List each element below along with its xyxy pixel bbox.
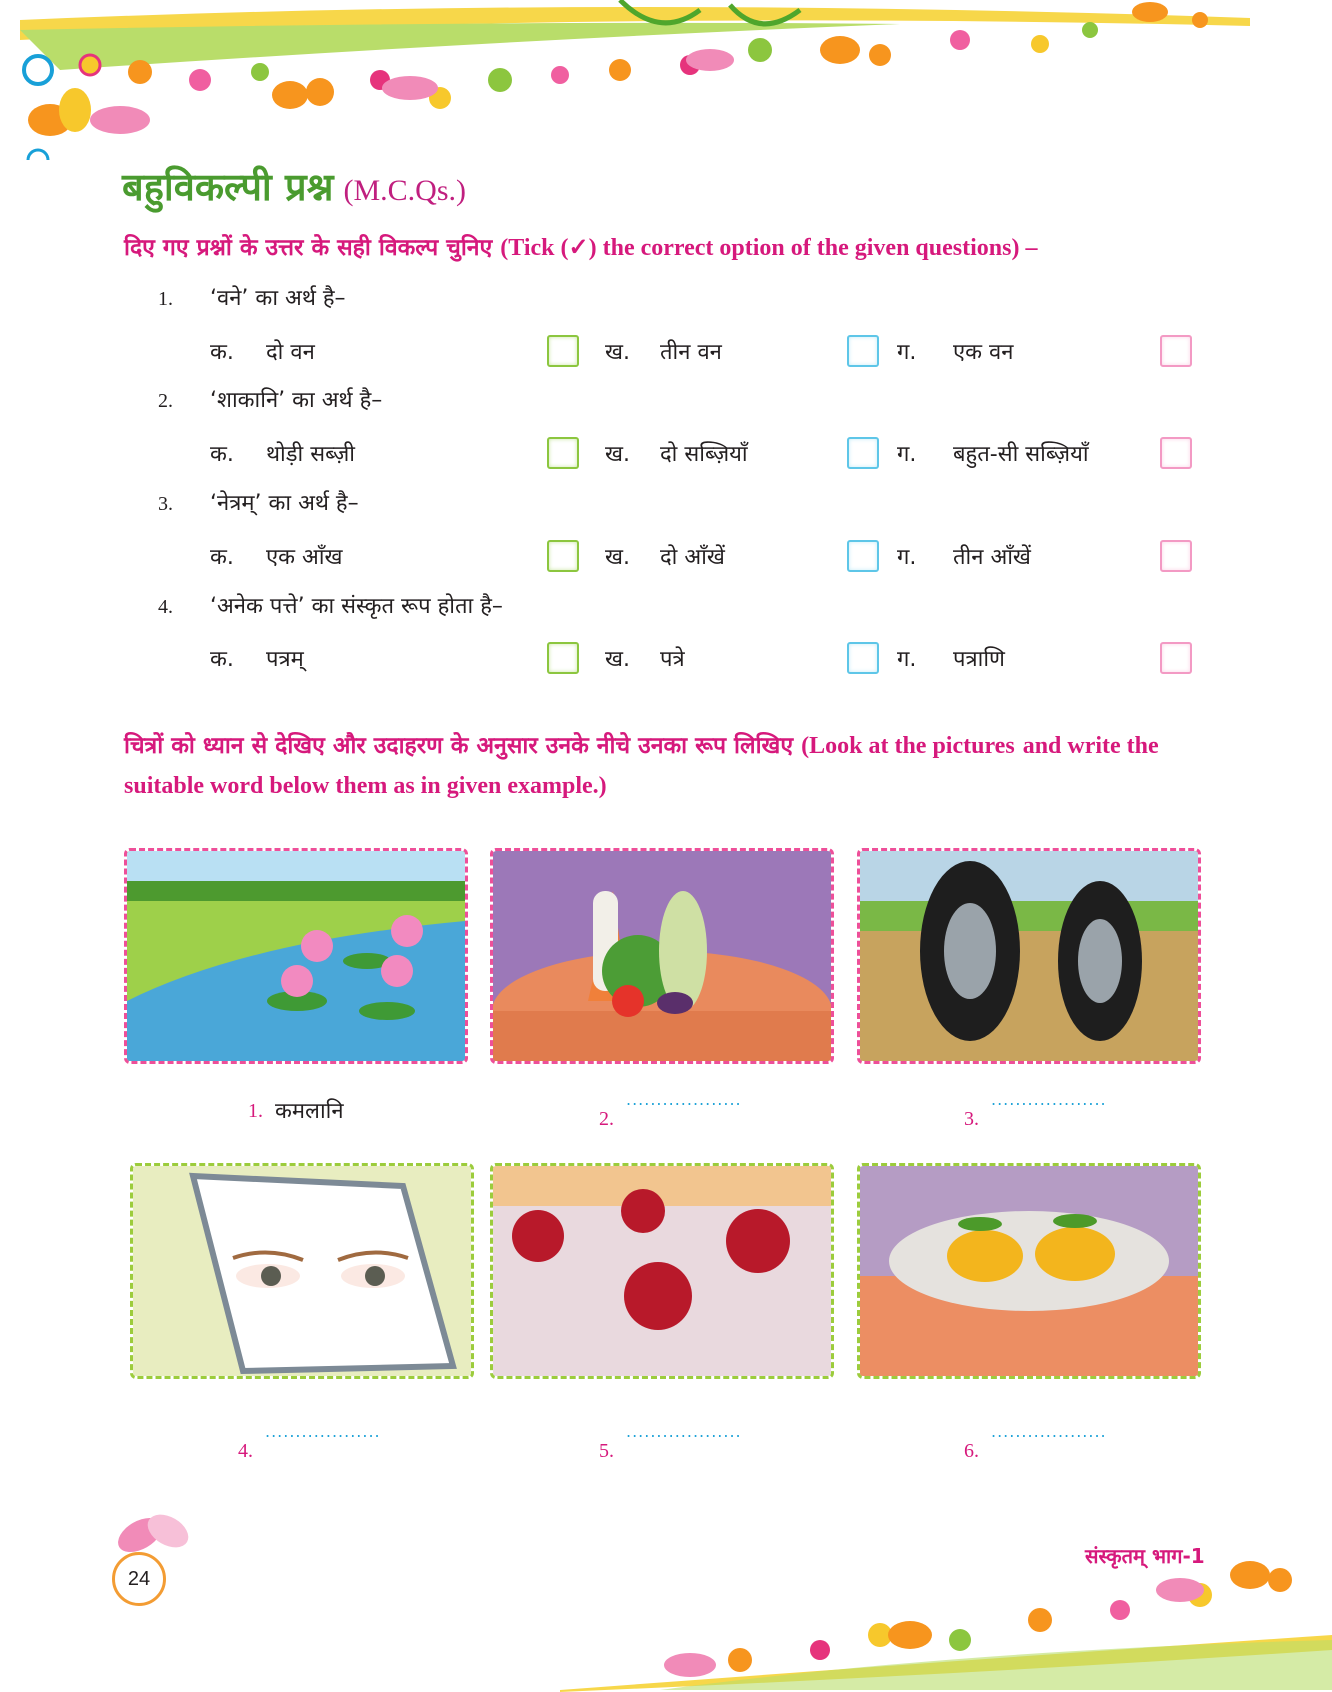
option-checkbox[interactable] (847, 642, 879, 674)
option-letter: ग. (897, 442, 917, 467)
question-text: ‘अनेक पत्ते’ का संस्कृत रूप होता है– (210, 594, 503, 619)
option-text: तीन आँखें (953, 545, 1031, 570)
question-text: ‘नेत्रम्’ का अर्थ है– (210, 491, 359, 516)
option-letter: क. (210, 340, 234, 365)
answer-blank[interactable]: ................... (991, 1090, 1107, 1109)
option-letter: ख. (605, 647, 630, 672)
answer-blank[interactable]: ................... (265, 1422, 381, 1441)
option-letter: ग. (897, 545, 917, 570)
answer-blank[interactable]: ................... (626, 1422, 742, 1441)
question-number: 1. (158, 288, 173, 310)
two-mangoes-image (857, 1163, 1201, 1379)
answer-blank[interactable]: ................... (991, 1422, 1107, 1441)
option-letter: ग. (897, 647, 917, 672)
picture-instruction-english-1: (Look at the pictures (801, 733, 1015, 759)
vegetables-image (490, 848, 834, 1064)
picture-number: 1. (248, 1100, 263, 1122)
option-letter: ख. (605, 340, 630, 365)
option-checkbox[interactable] (1160, 335, 1192, 367)
option-checkbox[interactable] (1160, 642, 1192, 674)
option-checkbox[interactable] (847, 335, 879, 367)
page-number: 24 (112, 1552, 166, 1606)
option-checkbox[interactable] (1160, 540, 1192, 572)
option-checkbox[interactable] (547, 335, 579, 367)
option-checkbox[interactable] (1160, 437, 1192, 469)
answer-blank[interactable]: ................... (626, 1090, 742, 1109)
book-title: संस्कृतम् भाग-1 (1085, 1544, 1205, 1568)
mcq-instruction-hindi: दिए गए प्रश्नों के उत्तर के सही विकल्प चुनिए (124, 235, 493, 261)
question-number: 4. (158, 596, 173, 618)
option-text: दो आँखें (660, 545, 725, 570)
mcq-instruction (124, 228, 1224, 268)
option-letter: क. (210, 647, 234, 672)
option-text: पत्राणि (953, 647, 1005, 672)
picture-number: 5. (599, 1440, 614, 1462)
picture-instruction (124, 726, 1214, 806)
option-text: एक आँख (266, 545, 343, 570)
footer-decoration (560, 1540, 1332, 1692)
picture-number: 6. (964, 1440, 979, 1462)
picture-number: 3. (964, 1108, 979, 1130)
option-checkbox[interactable] (547, 540, 579, 572)
two-eyes-image (130, 1163, 474, 1379)
option-checkbox[interactable] (547, 642, 579, 674)
option-text: बहुत-सी सब्ज़ियाँ (953, 442, 1089, 467)
section-title (122, 160, 466, 212)
option-text: एक वन (953, 340, 1014, 365)
section-title-hindi: बहुविकल्पी प्रश्न (122, 165, 334, 209)
option-letter: ख. (605, 545, 630, 570)
option-checkbox[interactable] (847, 437, 879, 469)
question-text: ‘शाकानि’ का अर्थ है– (210, 388, 383, 413)
picture-instruction-hindi: चित्रों को ध्यान से देखिए और उदाहरण के अनुसार उनके नीचे उनका रूप लिखिए (124, 733, 794, 759)
option-letter: ख. (605, 442, 630, 467)
mcq-instruction-english: (Tick (✓) the correct option of the given questions) – (500, 235, 1038, 261)
question-number: 3. (158, 493, 173, 515)
option-text: थोड़ी सब्ज़ी (266, 442, 356, 467)
picture-number: 2. (599, 1108, 614, 1130)
option-text: तीन वन (660, 340, 722, 365)
picture-number: 4. (238, 1440, 253, 1462)
question-number: 2. (158, 390, 173, 412)
option-text: दो सब्ज़ियाँ (660, 442, 748, 467)
lotus-pond-image (124, 848, 468, 1064)
option-checkbox[interactable] (847, 540, 879, 572)
option-text: दो वन (266, 340, 315, 365)
option-letter: क. (210, 442, 234, 467)
example-answer: कमलानि (275, 1099, 344, 1124)
option-text: पत्रम् (266, 647, 304, 672)
cricket-balls-image (490, 1163, 834, 1379)
header-decoration (0, 0, 1332, 160)
section-title-english: (M.C.Qs.) (343, 174, 466, 207)
option-text: पत्रे (660, 647, 685, 672)
option-letter: क. (210, 545, 234, 570)
picture-instruction-english-2: and write the suitable word below them as in given example.) (124, 733, 1159, 799)
option-letter: ग. (897, 340, 917, 365)
two-tyres-image (857, 848, 1201, 1064)
question-text: ‘वने’ का अर्थ है– (210, 286, 346, 311)
option-checkbox[interactable] (547, 437, 579, 469)
